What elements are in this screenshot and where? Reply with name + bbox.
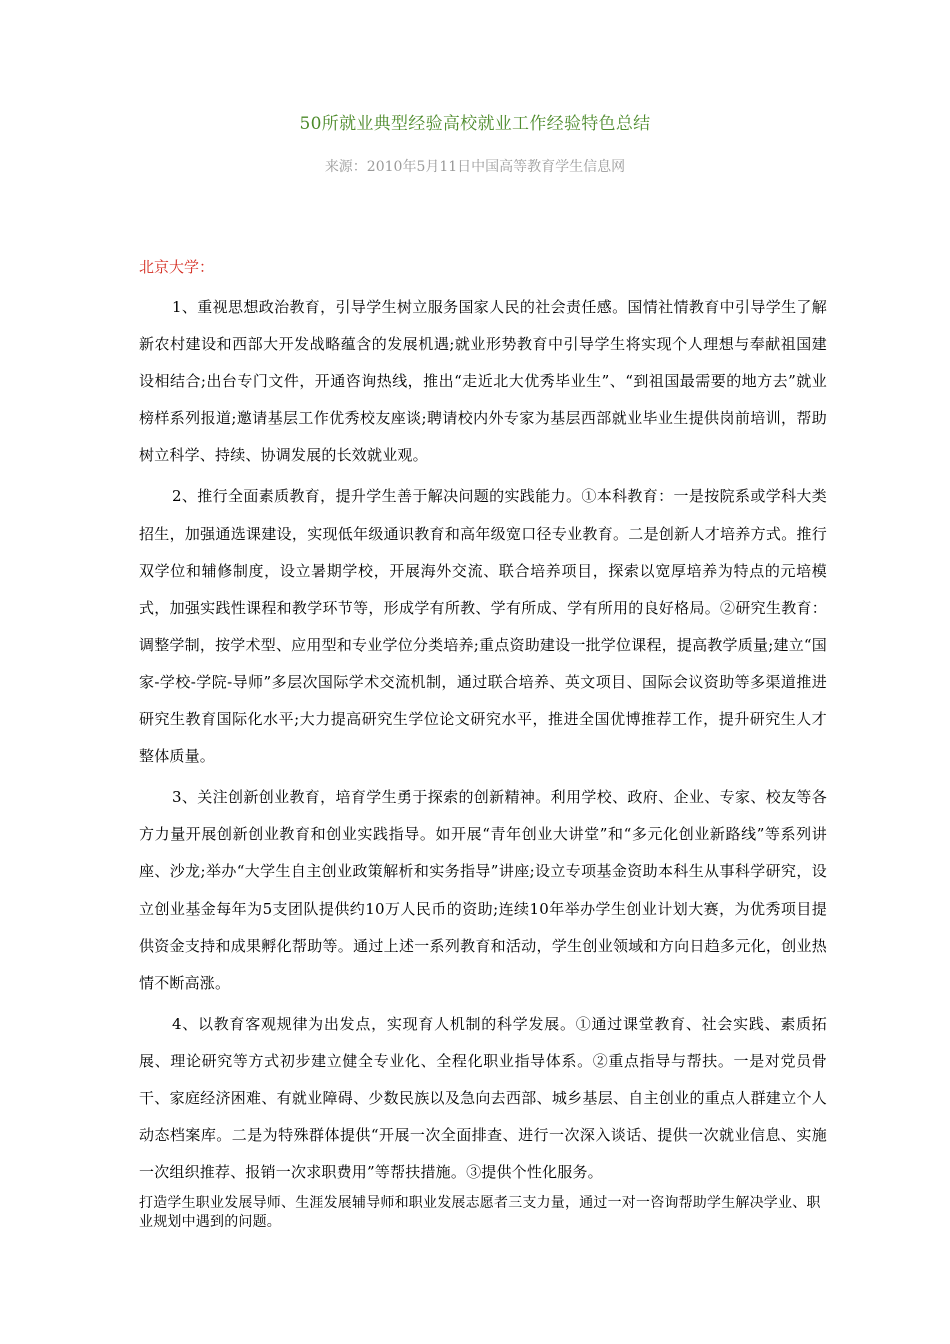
closing-paragraph: 打造学生职业发展导师、生涯发展辅导师和职业发展志愿者三支力量，通过一对一咨询帮助学生解决学业、职业规划中遇到的问题。 — [139, 1195, 821, 1230]
paragraph-3: 3、关注创新创业教育，培育学生勇于探索的创新精神。利用学校、政府、企业、专家、校友等各方力量开展创新创业教育和创业实践指导。如开展“青年创业大讲堂”和“多元化创业新路线”等系列讲座、沙龙;举办“大学生自主创业政策解析和实务指导”讲座;设立专项基金资助本科生从事科学研究，设立创业基金每年为5支团队提供约10万人民币的资助;连续10年举办学生创业计划大赛，为优秀项目提供资金支持和成果孵化帮助等。通过上述一系列教育和活动，学生创业领域和方向日趋多元化，创业热情不断高涨。 — [139, 788, 827, 992]
paragraph-4: 4、以教育客观规律为出发点，实现育人机制的科学发展。①通过课堂教育、社会实践、素质拓展、理论研究等方式初步建立健全专业化、全程化职业指导体系。②重点指导与帮扶。一是对党员骨干、家庭经济困难、有就业障碍、少数民族以及急向去西部、城乡基层、自主创业的重点人群建立个人动态档案库。二是为特殊群体提供“开展一次全面排查、进行一次深入谈话、提供一次就业信息、实施一次组织推荐、报销一次求职费用”等帮扶措施。③提供个性化服务。 — [139, 1014, 827, 1182]
paragraph-2: 2、推行全面素质教育，提升学生善于解决问题的实践能力。①本科教育：一是按院系或学科大类招生，加强通选课建设，实现低年级通识教育和高年级宽口径专业教育。二是创新人才培养方式。推行双学位和辅修制度，设立暑期学校，开展海外交流、联合培养项目，探索以宽厚培养为特点的元培模式，加强实践性课程和教学环节等，形成学有所教、学有所成、学有所用的良好格局。②研究生教育：调整学制，按学术型、应用型和专业学位分类培养;重点资助建设一批学位课程，提高教学质量;建立“国家-学校-学院-导师”多层次国际学术交流机制，通过联合培养、英文项目、国际会议资助等多渠道推进研究生教育国际化水平;大力提高研究生学位论文研究水平，推进全国优博推荐工作，提升研究生人才整体质量。 — [139, 487, 827, 766]
body-paragraphs — [139, 289, 827, 1195]
paragraph-1: 1、重视思想政治教育，引导学生树立服务国家人民的社会责任感。国情社情教育中引导学生了解新农村建设和西部大开发战略蕴含的发展机遇;就业形势教育中引导学生将实现个人理想与奉献祖国建设相结合;出台专门文件，开通咨询热线，推出“走近北大优秀毕业生”、“到祖国最需要的地方去”就业榜样系列报道;邀请基层工作优秀校友座谈;聘请校内外专家为基层西部就业毕业生提供岗前培训，帮助树立科学、持续、协调发展的长效就业观。 — [139, 298, 827, 465]
source-line: 来源：2010年5月11日中国高等教育学生信息网 — [324, 159, 626, 175]
document-title: 50所就业典型经验高校就业工作经验特色总结 — [299, 114, 651, 134]
section-heading-peking-university: 北京大学： — [139, 258, 215, 276]
